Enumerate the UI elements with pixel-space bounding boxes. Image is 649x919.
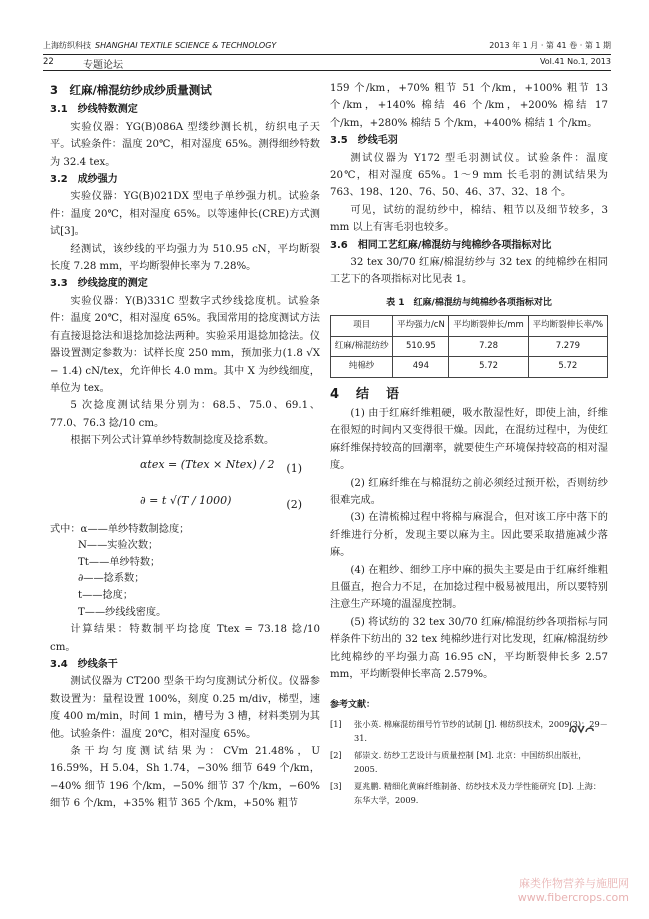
section-4-heading: 4 结 语: [330, 386, 402, 402]
section-3-5-text-1: 测试仪器为 Y172 型毛羽测试仪。试验条件：温度 20℃，相对湿度 65%。1～9 mm 长毛羽的测试结果为 763、198、120、76、50、46、37、32、18 个。: [330, 152, 608, 199]
table-cell: 红麻/棉混纺纱: [331, 336, 393, 356]
table-header-cell: 项目: [331, 316, 393, 336]
watermark: [518, 877, 629, 905]
section-3-2-text-2: 经测试，该纱线的平均强力为 510.95 cN，平均断裂长度 7.28 mm，平均断裂伸长率为 7.28%。: [50, 243, 320, 273]
table-cell: 494: [393, 357, 449, 377]
journal-name: 上海纺织科技 SHANGHAI TEXTILE SCIENCE & TECHNOLOGY: [43, 41, 277, 50]
table-header-cell: 平均强力/cN: [393, 316, 449, 336]
table-cell: 7.279: [528, 336, 607, 356]
equation-1-number: (1): [286, 461, 302, 475]
reference-item: [2] 郁崇文. 纺纱工艺设计与质量控制 [M]. 北京：中国纺织出版社，2005.: [330, 749, 587, 775]
section-3-4-heading: 3.4 纱线条干: [50, 658, 118, 670]
volume-info: Vol.41 No.1, 2013: [539, 57, 611, 66]
table-cell: 5.72: [449, 357, 528, 377]
equation-2-number: (2): [286, 497, 302, 511]
section-3-4-text-1: 测试仪器为 CT200 型条干均匀度测试分析仪。仪器参数设置为：量程设置 100%，刻度 0.25 m/div，梯型，速度 400 m/min，时间 1 min，槽号为 3 槽，材料类别为其他。试验条件：温度 20℃，相对湿度 65%。: [50, 676, 320, 740]
section-3-5-heading: 3.5 纱线毛羽: [330, 135, 398, 147]
section-3-3-text-1: 实验仪器：Y(B)331C 型数字式纱线捻度机。试验条件：温度 20℃，相对湿度 65%。我国常用的捻度测试方法有直接退捻法和退捻加捻法两种。实验采用退捻加捻法。仪器设置测定参数为：试样长度 250 mm，预加张力(1.8 √X − 1.4) cN/tex，允许伸长 4.0 mm。其中 X 为纱线细度，单位为 tex。: [50, 295, 320, 394]
table-row: [331, 357, 608, 377]
equation-1-formula: αtex = (Ttex × Ntex) / 2: [140, 457, 275, 471]
conclusion-4: (4) 在粗纱、细纱工序中麻的损失主要是由于红麻纤维粗且僵直，抱合力不足，在加捻过程中极易被甩出，所以要特别注意生产环境的温湿度控制。: [330, 564, 608, 611]
section-3-3-text-3: 根据下列公式计算单纱特数制捻度及捻系数。: [70, 435, 275, 447]
watermark-line-2: www.fibercrops.com: [517, 891, 629, 904]
column-title: 专题论坛: [83, 60, 123, 71]
section-3-3-text-2: 5 次捻度测试结果分别为：68.5、75.0、69.1、77.0、76.3 捻/10 cm。: [50, 400, 320, 429]
comparison-table: [330, 315, 608, 377]
section-3-1-text: 实验仪器：YG(B)086A 型缕纱测长机，纺织电子天平。试验条件：温度 20℃，相对湿度 65%。测得细纱特数为 32.4 tex。: [50, 121, 320, 168]
equation-2-formula: ∂ = t √(T / 1000): [140, 493, 232, 507]
definition-line: Tt——单纱特数；: [78, 556, 161, 568]
definition-line: t——捻度；: [78, 589, 134, 601]
reference-item: [3] 夏兆鹏. 精细化黄麻纤维制备、纺纱技术及力学性能研究 [D]. 上海：东华大学，2009.: [330, 780, 602, 806]
section-3-5-text-2: 可见，试纺的混纺纱中，棉结、粗节以及细节较多，3 mm 以上有害毛羽也较多。: [330, 204, 608, 234]
section-3-3-heading: 3.3 纱线捻度的测定: [50, 278, 148, 290]
conclusion-2: (2) 红麻纤维在与棉混纺之前必须经过预开松，否则纺纱很难完成。: [330, 477, 608, 506]
section-3-2-heading: 3.2 成纱强力: [50, 174, 118, 186]
equation-1: [50, 450, 320, 486]
conclusion-3: (3) 在清梳棉过程中将棉与麻混合，但对该工序中落下的纤维进行分析，发现主要以麻为主。因此要采取措施减少落麻。: [330, 512, 608, 559]
definition-line: 式中：α——单纱特数制捻度；: [50, 523, 190, 535]
conclusion-1: (1) 由于红麻纤维粗硬，吸水散湿性好，即使上油，纤维在很短的时间内又变得很干燥。因此，在混纺过程中，为使红麻纤维保持较高的回潮率，就要使生产环境保持较高的相对湿度。: [330, 407, 608, 472]
table-cell: 纯棉纱: [331, 357, 393, 377]
section-3-4-continued: 159 个/km，+70% 粗节 51 个/km，+100% 粗节 13 个/km，+140% 棉结 46 个/km，+200% 棉结 17 个/km，+280% 棉结 5 个/km，+400% 棉结 1 个/km。: [330, 83, 608, 129]
references-heading: 参考文献：: [330, 700, 376, 711]
definition-line: N——实验次数；: [78, 540, 159, 552]
table-cell: 510.95: [393, 336, 449, 356]
page-number: 22: [43, 57, 54, 67]
section-3-4-text-2: 条干均匀度测试结果为：CVm 21.48%，U 16.59%，H 5.04，Sh 1.74，−30% 细节 649 个/km，−40% 细节 196 个/km，−50% 细节 37 个/km，−60% 细节 6 个/km，+35% 粗节 365 个/km，+50% 粗节: [50, 745, 320, 810]
table-row: [331, 336, 608, 356]
reference-item: [1] 张小英. 棉麻混纺细号竹节纱的试制 [J]. 棉纺织技术，2009(3)：29－31.: [330, 718, 608, 744]
table-caption: 表 1 红麻/棉混纺与纯棉纱各项指标对比: [386, 297, 552, 308]
watermark-line-1: 麻类作物营养与施肥网: [519, 877, 629, 890]
section-3-6-text: 32 tex 30/70 红麻/棉混纺纱与 32 tex 的纯棉纱在相同工艺下的各项指标对比见表 1。: [330, 257, 608, 286]
table-cell: 7.28: [449, 336, 528, 356]
definition-line: ∂——捻系数；: [78, 573, 145, 585]
table-header-row: [331, 316, 608, 336]
twist-result: 计算结果：特数制平均捻度 Ttex = 73.18 捻/10 cm。: [50, 624, 320, 653]
table-header-cell: 平均断裂伸长/mm: [449, 316, 528, 336]
right-column: [330, 80, 608, 808]
variable-definitions: [50, 522, 320, 622]
end-mark-icon: [567, 722, 597, 736]
sub-header-rule: [43, 70, 611, 71]
left-column: [50, 80, 320, 813]
table-header-cell: 平均断裂伸长率/%: [528, 316, 607, 336]
section-3-heading: 3 红麻/棉混纺纱成纱质量测试: [50, 83, 212, 97]
sub-header: [43, 57, 611, 69]
running-header: [43, 40, 611, 54]
equation-2: [50, 486, 320, 522]
section-3-2-text-1: 实验仪器：YG(B)021DX 型电子单纱强力机。试验条件：温度 20℃，相对湿度 65%。以等速伸长(CRE)方式测试[3]。: [50, 191, 320, 238]
issue-info: 2013 年 1 月 · 第 41 卷 · 第 1 期: [489, 41, 611, 50]
definition-line: T——纱线线密度。: [78, 606, 167, 618]
table-cell: 5.72: [528, 357, 607, 377]
section-3-1-heading: 3.1 纱线特数测定: [50, 104, 138, 116]
conclusion-5: (5) 将试纺的 32 tex 30/70 红麻/棉混纺纱各项指标与同样条件下纺出的 32 tex 纯棉纱进行对比发现，红麻/棉混纺纱比纯棉纱的平均强力高 16.95 cN，平均断裂伸长多 2.57 mm，平均断裂伸长率高 2.579%。: [330, 616, 608, 680]
header-rule: [43, 54, 611, 55]
section-3-6-heading: 3.6 相同工艺红麻/棉混纺与纯棉纱各项指标对比: [330, 239, 552, 251]
